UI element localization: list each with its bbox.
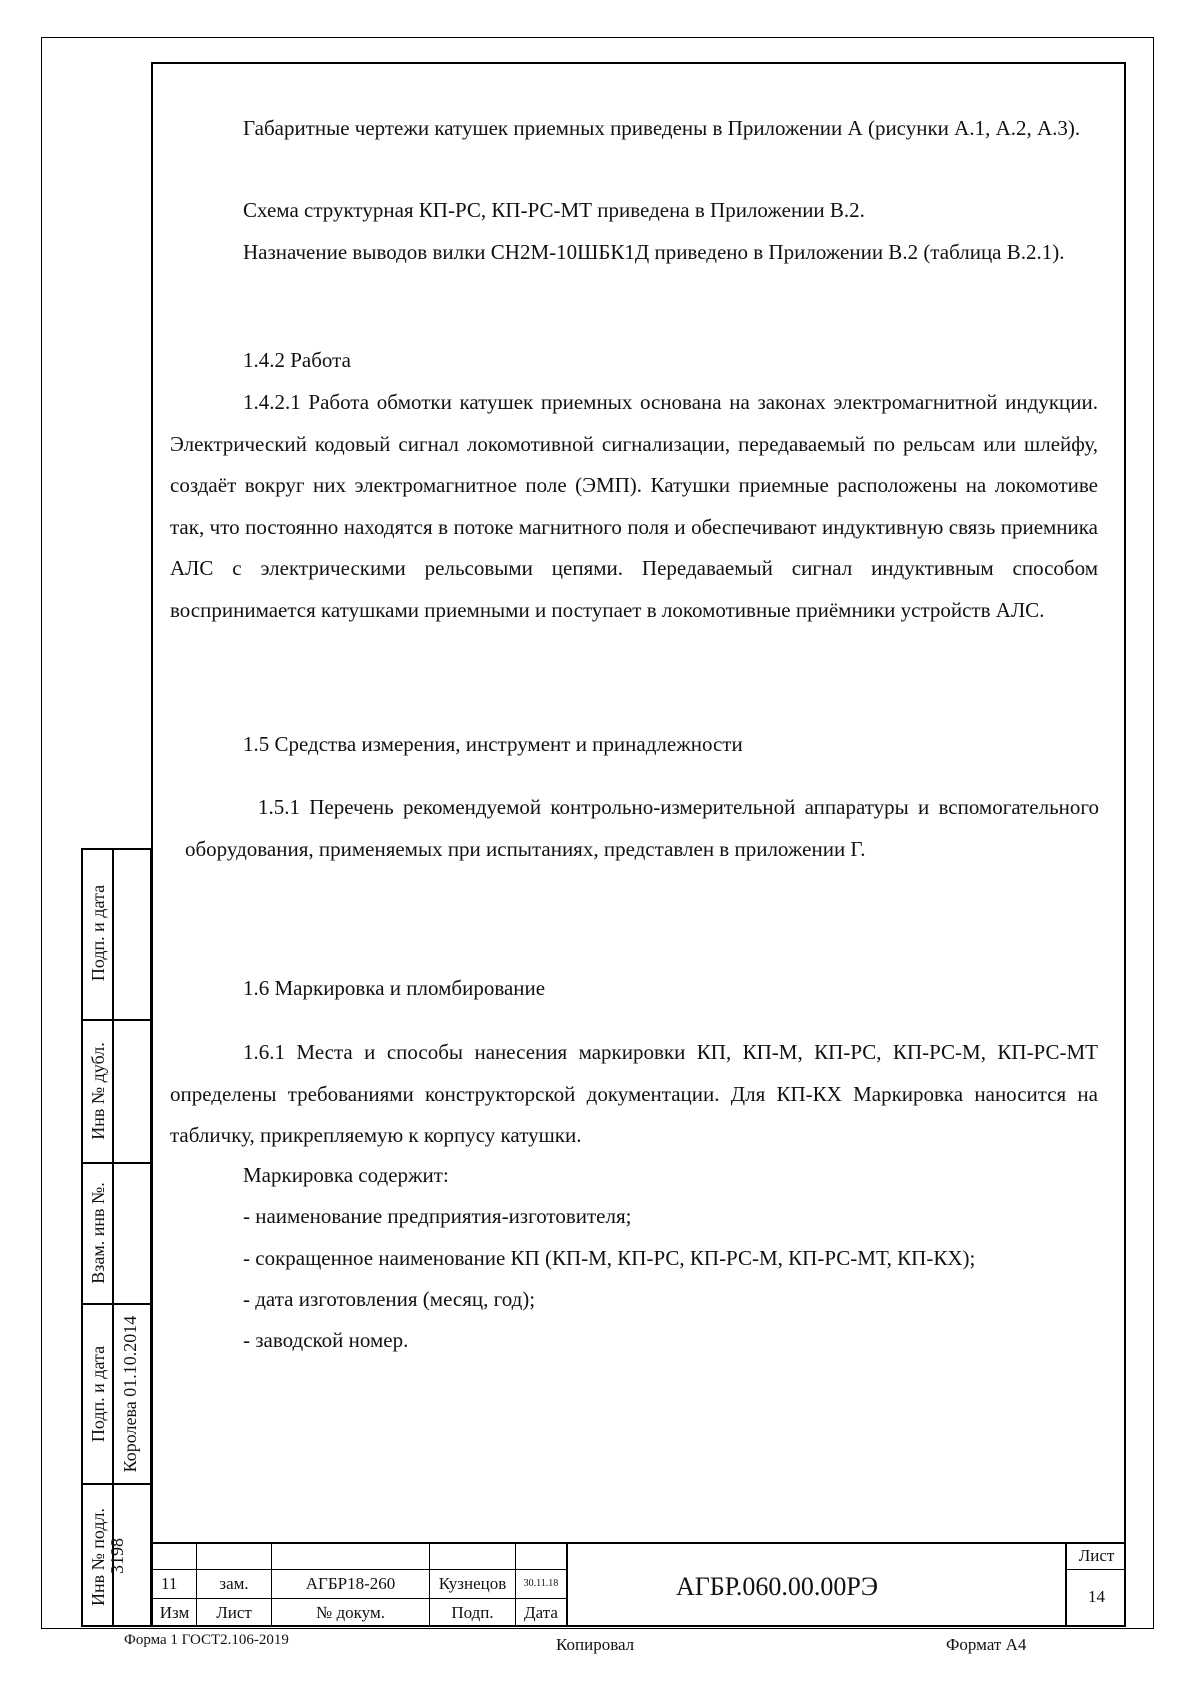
marking-item-manufacturer: - наименование предприятия-изготовителя; xyxy=(243,1204,632,1228)
tb-date-value: 30.11.18 xyxy=(523,1578,559,1589)
sheet-number: 14 xyxy=(1088,1587,1105,1606)
tb-doc-value: АГБР18-260 xyxy=(305,1574,396,1593)
tb-signature-value: Кузнецов xyxy=(438,1574,507,1593)
side-value-signature-date: Королева 01.10.2014 xyxy=(120,1315,140,1473)
title-block-sheet-line xyxy=(1065,1569,1126,1570)
tb-list-value: зам. xyxy=(219,1574,249,1593)
side-label-inv-podl: Инв № подл. xyxy=(88,1507,108,1607)
side-label-vzam-inv: Взам. инв №. xyxy=(88,1182,108,1284)
side-label-inv-dubl: Инв № дубл. xyxy=(88,1042,108,1140)
paragraph-1-4-2-1: 1.4.2.1 Работа обмотки катушек приемных основана на законах электромагнитной индукции. Электрический кодовый сигнал локомотивной сигнализации, передаваемый по рельсам или шлейфу, создаёт вокруг них электромагнитное поле (ЭМП). Катушки приемные расположены на локомотиве так, что постоянно находятся в потоке магнитного поля и обеспечивают индуктивную связь приемника АЛС с электрическими рельсовыми цепями. Передаваемый сигнал индуктивным способом воспринимается катушками приемными и поступает в локомотивные приёмники устройств АЛС. xyxy=(170,390,1098,622)
tb-izm-label: Изм xyxy=(159,1603,190,1622)
document-code: АГБР.060.00.00РЭ xyxy=(675,1572,879,1601)
paragraph-1-5-1: 1.5.1 Перечень рекомендуемой контрольно-измерительной аппаратуры и вспомогательного оборудования, применяемых при испытаниях, представлен в приложении Г. xyxy=(185,795,1099,861)
marking-item-short-name: - сокращенное наименование КП (КП-М, КП-РС, КП-РС-М, КП-РС-МТ, КП-КХ); xyxy=(243,1246,976,1270)
side-value-inv-number: 3198 xyxy=(107,1538,127,1574)
heading-1-6: 1.6 Маркировка и пломбирование xyxy=(243,976,546,1000)
paragraph-drawings: Габаритные чертежи катушек приемных приведены в Приложении А (рисунки А.1, А.2, А.3). xyxy=(243,116,1081,140)
tb-date-label: Дата xyxy=(524,1603,558,1622)
footer-format: Формат А4 xyxy=(946,1635,1027,1654)
footer-copied: Копировал xyxy=(556,1635,635,1654)
title-block-row-line xyxy=(151,1569,567,1570)
paragraph-1-6-1: 1.6.1 Места и способы нанесения маркировки КП, КП-М, КП-РС, КП-РС-М, КП-РС-МТ определены требованиями конструкторской документации. Для КП-КХ Маркировка наносится на табличку, прикрепляемую к корпусу катушки. xyxy=(170,1040,1098,1147)
marking-item-date: - дата изготовления (месяц, год); xyxy=(243,1287,536,1311)
tb-list-label: Лист xyxy=(216,1603,252,1622)
tb-signature-label: Подп. xyxy=(451,1603,494,1622)
paragraph-scheme: Схема структурная КП-РС, КП-РС-МТ приведена в Приложении В.2. xyxy=(243,198,865,222)
side-label-podp-data-2: Подп. и дата xyxy=(88,1345,108,1443)
marking-intro: Маркировка содержит: xyxy=(243,1163,449,1187)
footer-form: Форма 1 ГОСТ2.106-2019 xyxy=(124,1632,289,1648)
sheet-label: Лист xyxy=(1078,1546,1115,1565)
tb-izm-value: 11 xyxy=(161,1574,178,1593)
side-label-podp-data-1: Подп. и дата xyxy=(88,884,108,982)
heading-1-4-2: 1.4.2 Работа xyxy=(243,348,351,372)
heading-1-5: 1.5 Средства измерения, инструмент и принадлежности xyxy=(243,732,743,756)
side-stamp-value-column xyxy=(112,848,152,1627)
paragraph-pins: Назначение выводов вилки СН2М-10ШБК1Д приведено в Приложении В.2 (таблица В.2.1). xyxy=(243,240,1065,264)
title-block-row-line xyxy=(151,1598,567,1599)
marking-item-serial: - заводской номер. xyxy=(243,1328,409,1352)
tb-doc-label: № докум. xyxy=(316,1603,385,1622)
title-block-top-border xyxy=(151,1542,1126,1544)
